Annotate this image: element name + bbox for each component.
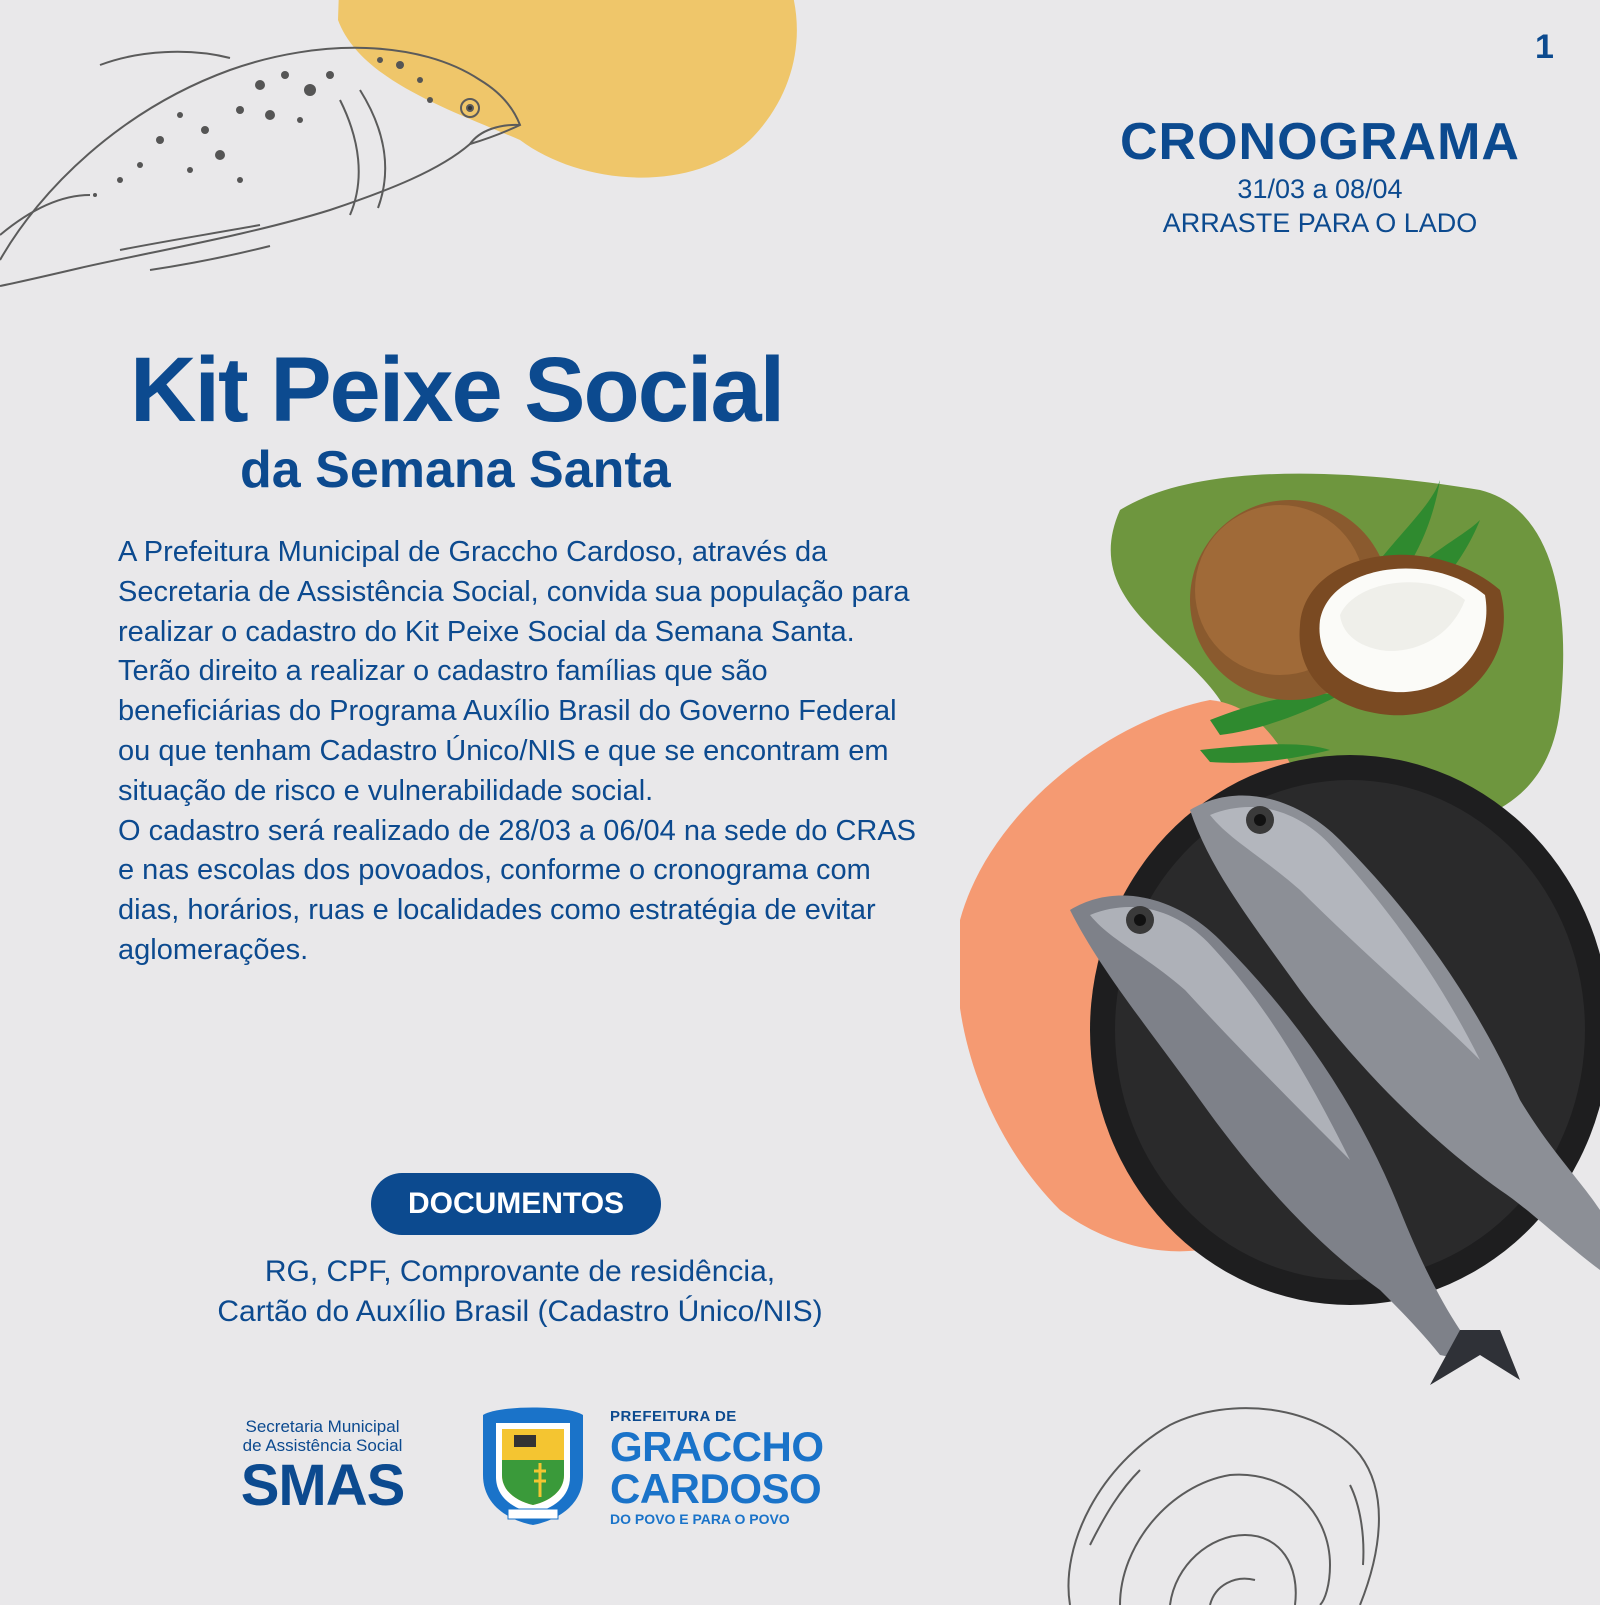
documents-list bbox=[120, 1252, 920, 1332]
shell-sketch-icon bbox=[1060, 1395, 1400, 1605]
schedule-dates: 31/03 a 08/04 bbox=[1237, 174, 1403, 204]
prefeitura-logo-name-2: CARDOSO bbox=[610, 1465, 822, 1512]
schedule-title: CRONOGRAMA bbox=[1120, 113, 1520, 171]
page-number: 1 bbox=[1535, 28, 1554, 66]
body-text bbox=[118, 533, 918, 971]
food-illustration bbox=[960, 450, 1600, 1450]
crest-icon bbox=[478, 1405, 588, 1525]
body-paragraph-2: Terão direito a realizar o cadastro famílias que são beneficiárias do Programa Auxílio Brasil do Governo Federal ou que tenham Cadastro Único/NIS e que se encontram em situação de risco e vulnerabilidade social. bbox=[118, 655, 897, 807]
prefeitura-logo-prefix: PREFEITURA DE bbox=[610, 1408, 737, 1425]
body-paragraph-3: O cadastro será realizado de 28/03 a 06/04 na sede do CRAS e nas escolas dos povoados, conforme o cronograma com dias, horários, ruas e localidades como estratégia de evitar aglomerações. bbox=[118, 814, 917, 966]
documents-line-2: Cartão do Auxílio Brasil (Cadastro Único/NIS) bbox=[217, 1295, 823, 1328]
documents-badge: DOCUMENTOS bbox=[371, 1173, 661, 1235]
smas-logo-name: SMAS bbox=[240, 1453, 405, 1518]
smas-logo-line-2: de Assistência Social bbox=[242, 1436, 403, 1455]
prefeitura-logo-slogan: DO POVO E PARA O POVO bbox=[610, 1511, 790, 1527]
page-title: Kit Peixe Social bbox=[130, 339, 784, 441]
body-paragraph-1: A Prefeitura Municipal de Graccho Cardoso, através da Secretaria de Assistência Social, convida sua população para realizar o cadastro do Kit Peixe Social da Semana Santa. bbox=[118, 536, 910, 648]
page-subtitle: da Semana Santa bbox=[240, 441, 671, 499]
schedule-block bbox=[1110, 112, 1530, 240]
documents-line-1: RG, CPF, Comprovante de residência, bbox=[264, 1255, 776, 1288]
prefeitura-logo-name-1: GRACCHO bbox=[610, 1423, 824, 1470]
smas-logo-line-1: Secretaria Municipal bbox=[245, 1417, 400, 1436]
smas-logo bbox=[225, 1417, 420, 1517]
prefeitura-logo bbox=[610, 1408, 824, 1528]
fish-sketch-icon bbox=[0, 20, 540, 300]
swipe-hint: ARRASTE PARA O LADO bbox=[1162, 208, 1478, 238]
